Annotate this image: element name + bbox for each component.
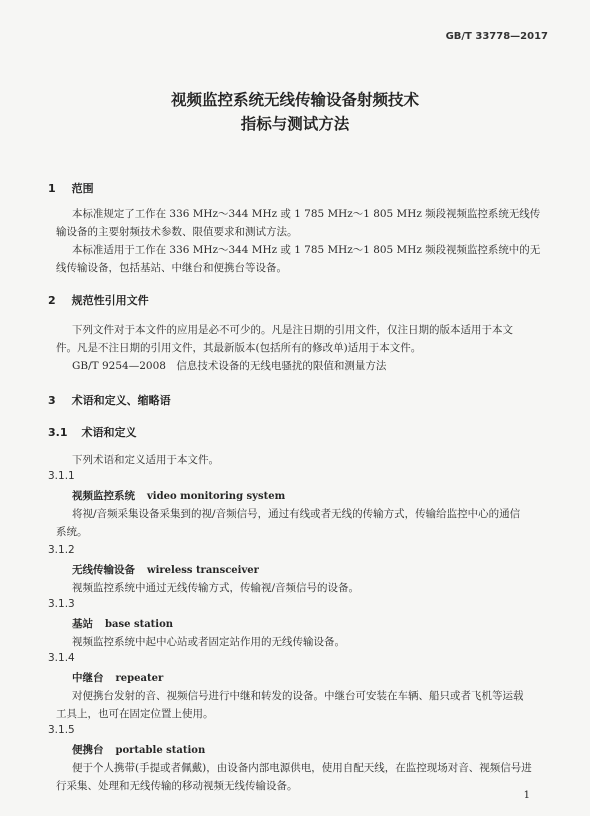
term-number: 3.1.5: [48, 724, 75, 736]
term-definition: 视频监控系统中起中心站或者固定站作用的无线传输设备。: [72, 636, 345, 648]
section-3-heading: [48, 392, 171, 408]
term-chinese: 基站: [72, 618, 93, 630]
section-title: 规范性引用文件: [71, 294, 149, 307]
term-heading: [72, 616, 173, 631]
term-english: base station: [105, 619, 174, 630]
term-chinese: 视频监控系统: [72, 490, 135, 502]
section-2-heading: [48, 292, 149, 308]
document-title-line-1: 视频监控系统无线传输设备射频技术: [170, 91, 419, 109]
standard-number: GB/T 33778—2017: [445, 31, 548, 42]
term-chinese: 无线传输设备: [72, 564, 135, 576]
section-1-heading: [48, 180, 94, 196]
section-title: 术语和定义: [81, 426, 137, 439]
term-definition: 行采集、处理和无线传输的移动视频无线传输设备。: [56, 780, 298, 792]
term-english: wireless transceiver: [147, 565, 259, 576]
term-heading: [72, 670, 163, 685]
term-definition: 系统。: [56, 526, 88, 538]
section-number: 3.1: [48, 426, 68, 439]
term-number: 3.1.3: [48, 598, 75, 610]
paragraph-line: 下列文件对于本文件的应用是必不可少的。凡是注日期的引用文件，仅注日期的版本适用于本文: [72, 324, 513, 336]
term-definition: 将视/音频采集设备采集到的视/音频信号，通过有线或者无线的传输方式，传输给监控中心的通信: [72, 508, 521, 520]
paragraph-line: 件。凡是不注日期的引用文件，其最新版本(包括所有的修改单)适用于本文件。: [56, 342, 422, 354]
section-title: 术语和定义、缩略语: [71, 394, 171, 407]
term-english: portable station: [115, 745, 206, 756]
term-english: video monitoring system: [147, 491, 286, 502]
term-heading: [72, 488, 285, 503]
normative-reference: GB/T 9254—2008 信息技术设备的无线电骚扰的限值和测量方法: [72, 360, 387, 372]
section-number: 3: [48, 394, 56, 407]
term-heading: [72, 562, 259, 577]
term-chinese: 便携台: [72, 744, 104, 756]
term-definition: 便于个人携带(手提或者佩戴)，由设备内部电源供电，使用自配天线，在监控现场对音、视频信号进: [72, 762, 532, 774]
subsection-3-1-heading: [48, 424, 137, 440]
paragraph-line: 输设备的主要射频技术参数、限值要求和测试方法。: [56, 226, 298, 238]
term-number: 3.1.2: [48, 544, 75, 556]
paragraph-line: 线传输设备，包括基站、中继台和便携台等设备。: [56, 262, 287, 274]
term-number: 3.1.4: [48, 652, 75, 664]
section-number: 2: [48, 294, 56, 307]
term-definition: 对便携台发射的音、视频信号进行中继和转发的设备。中继台可安装在车辆、船只或者飞机等运载: [72, 690, 524, 702]
section-title: 范围: [71, 182, 94, 195]
term-number: 3.1.1: [48, 470, 75, 482]
term-definition: 视频监控系统中通过无线传输方式，传输视/音频信号的设备。: [72, 582, 360, 594]
document-title-line-2: 指标与测试方法: [240, 115, 350, 133]
term-english: repeater: [115, 673, 164, 684]
paragraph-line: 本标准适用于工作在 336 MHz～344 MHz 或 1 785 MHz～1 805 MHz 频段视频监控系统中的无: [72, 244, 541, 256]
term-chinese: 中继台: [72, 672, 104, 684]
term-definition: 工具上，也可在固定位置上使用。: [56, 708, 214, 720]
page-number: 1: [523, 790, 530, 801]
section-number: 1: [48, 182, 56, 195]
paragraph-line: 本标准规定了工作在 336 MHz～344 MHz 或 1 785 MHz～1 805 MHz 频段视频监控系统无线传: [72, 208, 541, 220]
term-heading: [72, 742, 205, 757]
paragraph-line: 下列术语和定义适用于本文件。: [72, 454, 219, 466]
